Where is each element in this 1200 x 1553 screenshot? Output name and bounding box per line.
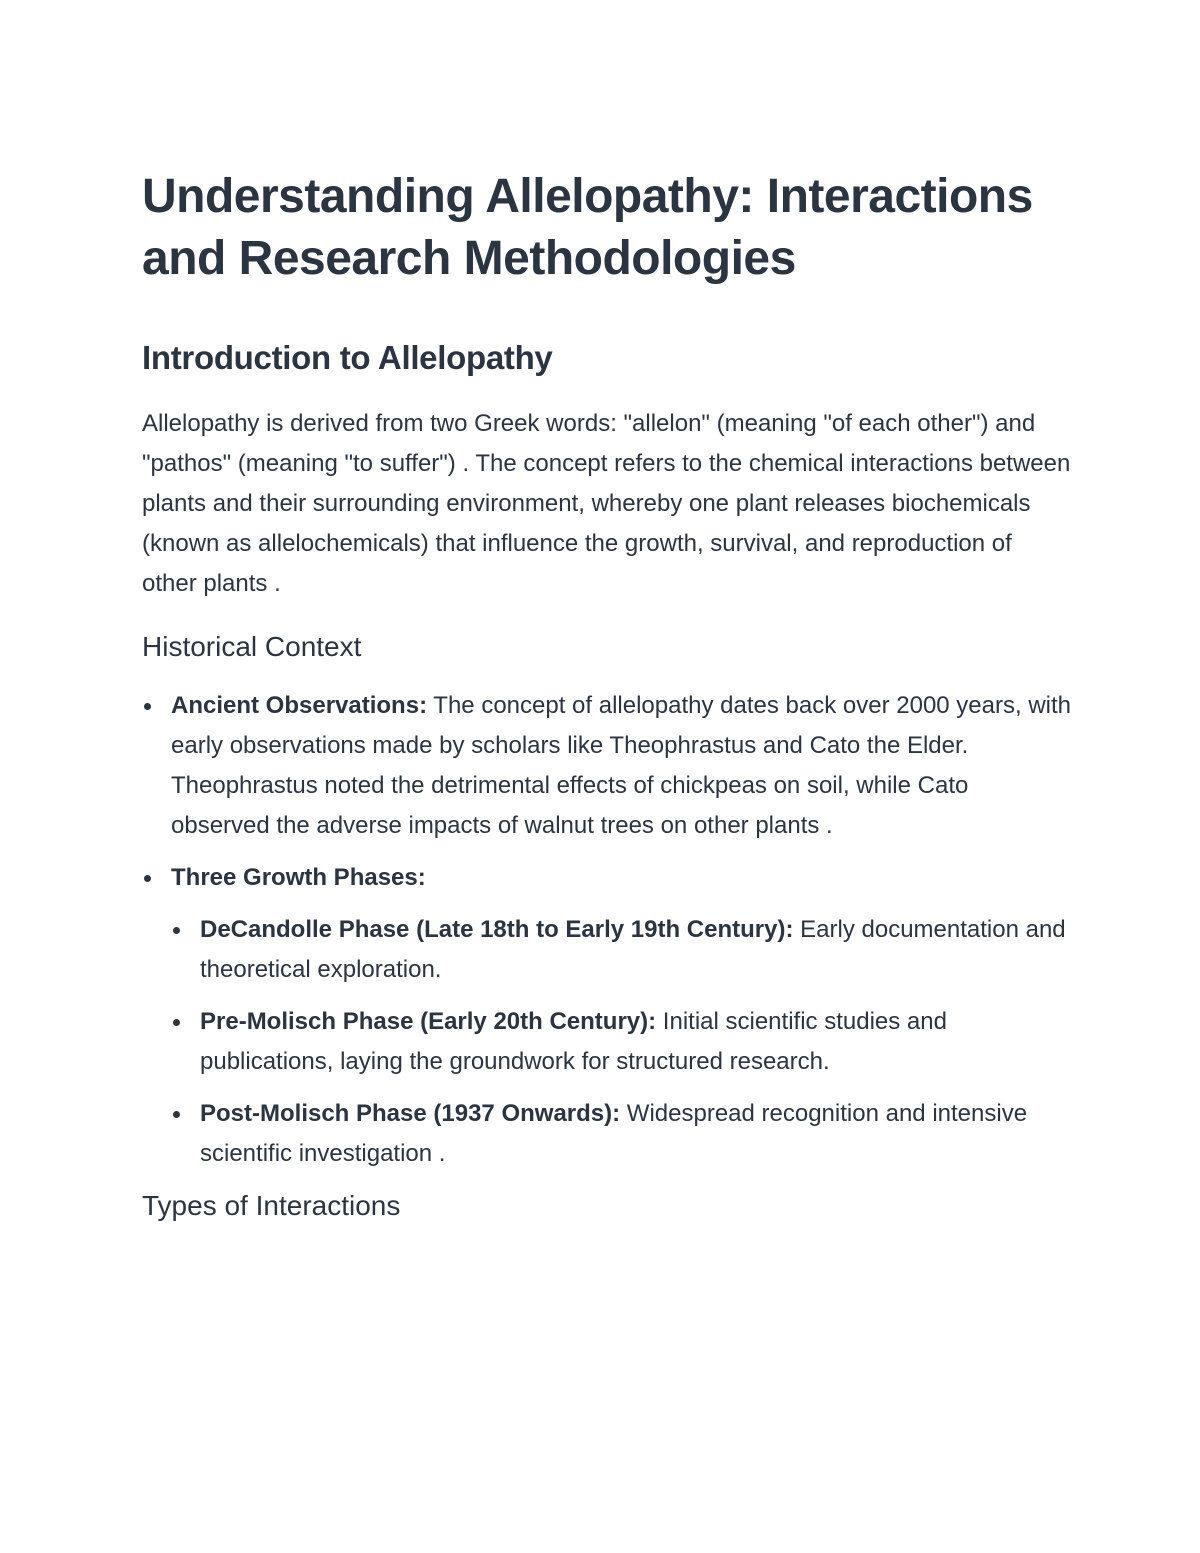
sublist-item-post-molisch-phase: [171, 1094, 1072, 1174]
sublist-item-term: Pre-Molisch Phase (Early 20th Century):: [200, 1008, 657, 1035]
list-item-term: Three Growth Phases:: [171, 864, 426, 891]
sublist-item-decandolle-phase: [171, 910, 1072, 990]
list-item-text: The concept of allelopathy dates back over 2000 years, with early observations made by scholars like Theophrastus and Cato the Elder. Theophrastus noted the detrimental effects of chickpeas on soil, while Cato observed the adverse impacts of walnut trees on other plants .: [171, 692, 1072, 839]
sublist-item-term: Post-Molisch Phase (1937 Onwards):: [200, 1100, 621, 1127]
sublist-item-term: DeCandolle Phase (Late 18th to Early 19th Century):: [200, 916, 794, 943]
list-item-term: Ancient Observations:: [171, 692, 428, 719]
list-item-three-growth-phases: [142, 858, 1072, 1174]
document-title: Understanding Allelopathy: Interactions and Research Methodologies: [142, 170, 1033, 285]
sublist-item-text: Widespread recognition and intensive scientific investigation .: [200, 1100, 1028, 1167]
intro-paragraph: Allelopathy is derived from two Greek words: "allelon" (meaning "of each other") and "pathos" (meaning "to suffer") . The concept refers to the chemical interactions between plants and their surrounding environment, whereby one plant releases biochemicals (known as allelochemicals) that influence the growth, survival, and reproduction of other plants .: [142, 410, 1071, 597]
sublist-item-text: Initial scientific studies and publications, laying the groundwork for structured research.: [200, 1008, 947, 1075]
section-heading-introduction: Introduction to Allelopathy: [142, 339, 553, 376]
subsection-heading-types-of-interactions: Types of Interactions: [142, 1190, 401, 1221]
growth-phases-sublist: [171, 910, 1072, 1174]
sublist-item-text: Early documentation and theoretical exploration.: [200, 916, 1066, 983]
sublist-item-pre-molisch-phase: [171, 1002, 1072, 1082]
list-item-ancient-observations: [142, 686, 1072, 846]
subsection-heading-historical-context: Historical Context: [142, 631, 362, 662]
historical-context-list: [142, 686, 1072, 1174]
document-content: [142, 166, 1072, 1226]
